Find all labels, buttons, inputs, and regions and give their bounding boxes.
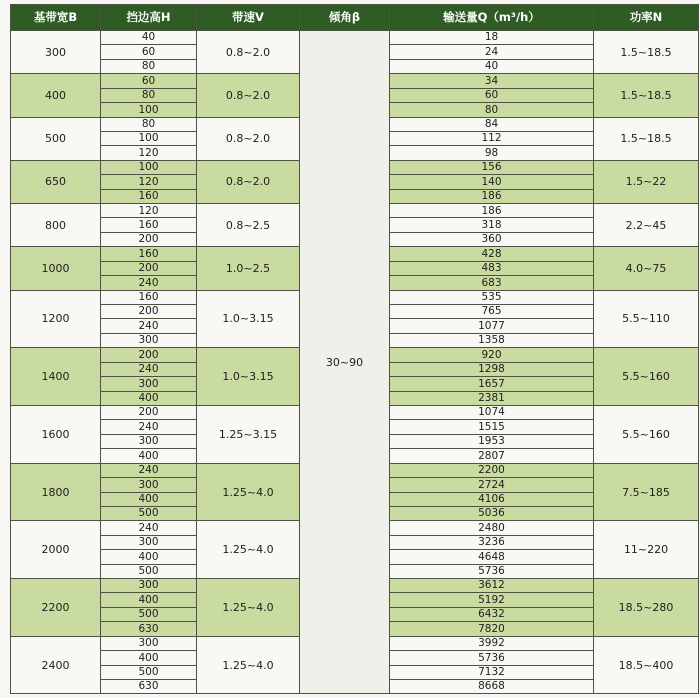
baffle-height-cell: 200 (101, 261, 197, 275)
capacity-cell: 140 (390, 175, 594, 189)
capacity-cell: 60 (390, 88, 594, 102)
baffle-height-cell: 200 (101, 405, 197, 419)
belt-width-cell: 650 (11, 160, 101, 203)
capacity-cell: 8668 (390, 679, 594, 693)
capacity-cell: 483 (390, 261, 594, 275)
belt-width-cell: 1200 (11, 290, 101, 348)
power-cell: 18.5~400 (594, 636, 699, 694)
capacity-cell: 360 (390, 232, 594, 246)
power-cell: 5.5~160 (594, 348, 699, 406)
baffle-height-cell: 80 (101, 59, 197, 73)
belt-width-cell: 500 (11, 117, 101, 160)
baffle-height-cell: 240 (101, 420, 197, 434)
capacity-cell: 186 (390, 189, 594, 203)
belt-speed-cell: 1.0~2.5 (197, 247, 300, 290)
capacity-cell: 683 (390, 276, 594, 290)
baffle-height-cell: 160 (101, 189, 197, 203)
power-cell: 1.5~18.5 (594, 74, 699, 117)
belt-speed-cell: 1.25~4.0 (197, 521, 300, 579)
header-belt-width: 基带宽B (11, 5, 101, 31)
header-row (11, 5, 699, 31)
capacity-cell: 3612 (390, 579, 594, 593)
belt-speed-cell: 0.8~2.0 (197, 160, 300, 203)
baffle-height-cell: 120 (101, 204, 197, 218)
power-cell: 4.0~75 (594, 247, 699, 290)
capacity-cell: 535 (390, 290, 594, 304)
power-cell: 2.2~45 (594, 204, 699, 247)
belt-width-cell: 2400 (11, 636, 101, 694)
baffle-height-cell: 400 (101, 391, 197, 405)
capacity-cell: 84 (390, 117, 594, 131)
capacity-cell: 2724 (390, 478, 594, 492)
baffle-height-cell: 500 (101, 564, 197, 578)
baffle-height-cell: 240 (101, 463, 197, 477)
baffle-height-cell: 400 (101, 449, 197, 463)
capacity-cell: 3236 (390, 535, 594, 549)
capacity-cell: 2381 (390, 391, 594, 405)
belt-speed-cell: 1.25~4.0 (197, 579, 300, 637)
power-cell: 18.5~280 (594, 579, 699, 637)
belt-width-cell: 400 (11, 74, 101, 117)
capacity-cell: 1358 (390, 333, 594, 347)
belt-speed-cell: 0.8~2.0 (197, 31, 300, 74)
baffle-height-cell: 240 (101, 276, 197, 290)
baffle-height-cell: 240 (101, 319, 197, 333)
baffle-height-cell: 160 (101, 247, 197, 261)
baffle-height-cell: 500 (101, 665, 197, 679)
baffle-height-cell: 120 (101, 175, 197, 189)
baffle-height-cell: 300 (101, 434, 197, 448)
capacity-cell: 18 (390, 31, 594, 45)
baffle-height-cell: 300 (101, 535, 197, 549)
capacity-cell: 7132 (390, 665, 594, 679)
header-belt-speed: 带速V (197, 5, 300, 31)
capacity-cell: 2807 (390, 449, 594, 463)
baffle-height-cell: 300 (101, 478, 197, 492)
baffle-height-cell: 400 (101, 651, 197, 665)
baffle-height-cell: 80 (101, 117, 197, 131)
header-power: 功率N (594, 5, 699, 31)
belt-width-cell: 1800 (11, 463, 101, 521)
capacity-cell: 5736 (390, 564, 594, 578)
conveyor-spec-table (10, 4, 699, 694)
baffle-height-cell: 80 (101, 88, 197, 102)
header-incline-angle: 倾角β (300, 5, 390, 31)
belt-width-cell: 2200 (11, 579, 101, 637)
capacity-cell: 1657 (390, 377, 594, 391)
baffle-height-cell: 100 (101, 160, 197, 174)
belt-speed-cell: 0.8~2.0 (197, 117, 300, 160)
baffle-height-cell: 40 (101, 31, 197, 45)
capacity-cell: 34 (390, 74, 594, 88)
baffle-height-cell: 300 (101, 579, 197, 593)
capacity-cell: 5736 (390, 651, 594, 665)
capacity-cell: 2480 (390, 521, 594, 535)
power-cell: 1.5~18.5 (594, 117, 699, 160)
capacity-cell: 1953 (390, 434, 594, 448)
baffle-height-cell: 400 (101, 492, 197, 506)
capacity-cell: 80 (390, 103, 594, 117)
baffle-height-cell: 630 (101, 622, 197, 636)
baffle-height-cell: 100 (101, 103, 197, 117)
belt-speed-cell: 1.25~3.15 (197, 405, 300, 463)
power-cell: 1.5~18.5 (594, 31, 699, 74)
belt-width-cell: 1400 (11, 348, 101, 406)
capacity-cell: 156 (390, 160, 594, 174)
belt-speed-cell: 1.25~4.0 (197, 463, 300, 521)
capacity-cell: 186 (390, 204, 594, 218)
baffle-height-cell: 160 (101, 290, 197, 304)
capacity-cell: 1077 (390, 319, 594, 333)
baffle-height-cell: 400 (101, 550, 197, 564)
baffle-height-cell: 200 (101, 232, 197, 246)
baffle-height-cell: 120 (101, 146, 197, 160)
capacity-cell: 1298 (390, 362, 594, 376)
baffle-height-cell: 400 (101, 593, 197, 607)
capacity-cell: 5036 (390, 506, 594, 520)
belt-speed-cell: 0.8~2.5 (197, 204, 300, 247)
belt-width-cell: 1600 (11, 405, 101, 463)
belt-width-cell: 1000 (11, 247, 101, 290)
capacity-cell: 920 (390, 348, 594, 362)
baffle-height-cell: 500 (101, 506, 197, 520)
baffle-height-cell: 500 (101, 607, 197, 621)
baffle-height-cell: 200 (101, 348, 197, 362)
baffle-height-cell: 300 (101, 377, 197, 391)
belt-width-cell: 300 (11, 31, 101, 74)
table-body (11, 31, 699, 694)
baffle-height-cell: 240 (101, 362, 197, 376)
capacity-cell: 6432 (390, 607, 594, 621)
capacity-cell: 5192 (390, 593, 594, 607)
header-baffle-height: 挡边高H (101, 5, 197, 31)
baffle-height-cell: 100 (101, 131, 197, 145)
capacity-cell: 765 (390, 305, 594, 319)
belt-speed-cell: 1.25~4.0 (197, 636, 300, 694)
baffle-height-cell: 200 (101, 305, 197, 319)
capacity-cell: 3992 (390, 636, 594, 650)
power-cell: 7.5~185 (594, 463, 699, 521)
capacity-cell: 2200 (390, 463, 594, 477)
capacity-cell: 1074 (390, 405, 594, 419)
capacity-cell: 4106 (390, 492, 594, 506)
power-cell: 11~220 (594, 521, 699, 579)
baffle-height-cell: 60 (101, 74, 197, 88)
power-cell: 1.5~22 (594, 160, 699, 203)
capacity-cell: 428 (390, 247, 594, 261)
belt-speed-cell: 1.0~3.15 (197, 348, 300, 406)
capacity-cell: 318 (390, 218, 594, 232)
baffle-height-cell: 160 (101, 218, 197, 232)
belt-width-cell: 800 (11, 204, 101, 247)
capacity-cell: 112 (390, 131, 594, 145)
capacity-cell: 1515 (390, 420, 594, 434)
belt-speed-cell: 1.0~3.15 (197, 290, 300, 348)
belt-speed-cell: 0.8~2.0 (197, 74, 300, 117)
baffle-height-cell: 60 (101, 45, 197, 59)
header-capacity: 输送量Q（m³/h） (390, 5, 594, 31)
capacity-cell: 98 (390, 146, 594, 160)
capacity-cell: 40 (390, 59, 594, 73)
capacity-cell: 4648 (390, 550, 594, 564)
capacity-cell: 7820 (390, 622, 594, 636)
baffle-height-cell: 630 (101, 679, 197, 693)
baffle-height-cell: 300 (101, 636, 197, 650)
baffle-height-cell: 240 (101, 521, 197, 535)
baffle-height-cell: 300 (101, 333, 197, 347)
capacity-cell: 24 (390, 45, 594, 59)
belt-width-cell: 2000 (11, 521, 101, 579)
power-cell: 5.5~110 (594, 290, 699, 348)
incline-angle-cell: 30~90 (300, 31, 390, 694)
table-row (11, 31, 699, 45)
power-cell: 5.5~160 (594, 405, 699, 463)
